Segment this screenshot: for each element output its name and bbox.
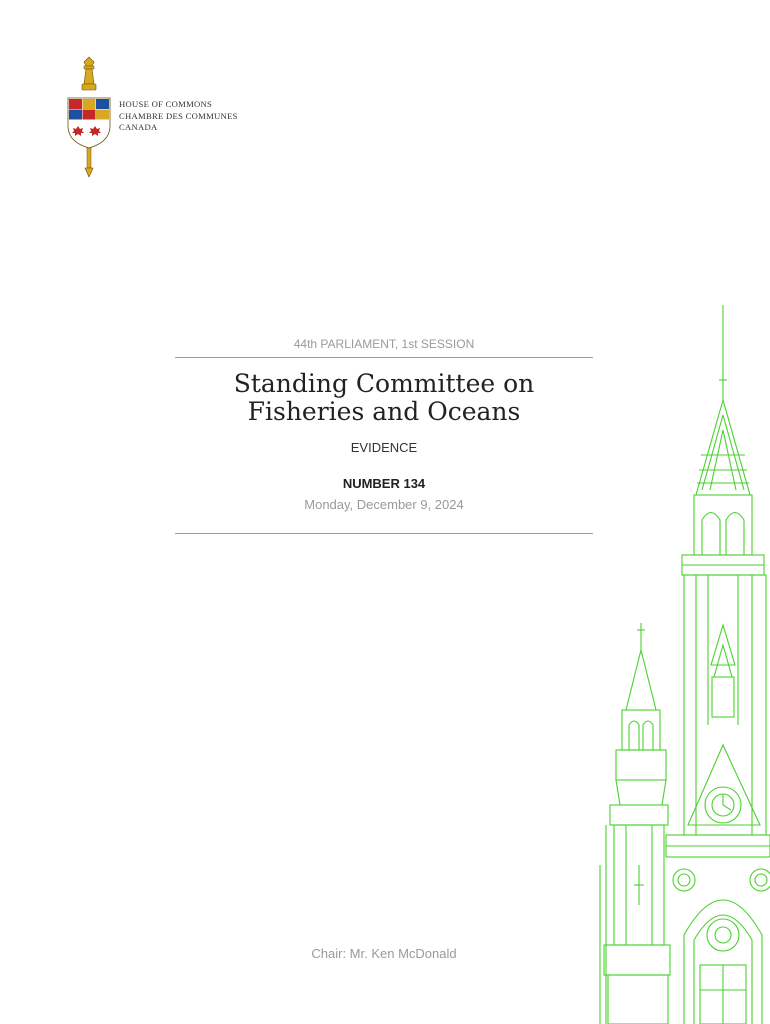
house-name-block: [119, 99, 238, 134]
chair-label: Chair: Mr. Ken McDonald: [311, 946, 457, 961]
house-name-line: CHAMBRE DES COMMUNES: [119, 110, 238, 121]
house-of-commons-crest-icon: [64, 56, 114, 178]
peace-tower-illustration: [596, 305, 770, 1024]
session-label: 44th PARLIAMENT, 1st SESSION: [293, 337, 475, 351]
top-divider: [175, 357, 593, 358]
evidence-label: EVIDENCE: [350, 440, 418, 455]
meeting-date: Monday, December 9, 2024: [304, 497, 464, 512]
house-name-line: HOUSE OF COMMONS: [119, 99, 213, 109]
meeting-number: NUMBER 134: [342, 476, 426, 491]
title-line-1: Standing Committee on: [233, 369, 535, 398]
title-line-2: Fisheries and Oceans: [247, 397, 521, 426]
committee-title: [175, 370, 593, 426]
bottom-divider: [175, 533, 593, 534]
house-name-line: CANADA: [119, 122, 158, 132]
